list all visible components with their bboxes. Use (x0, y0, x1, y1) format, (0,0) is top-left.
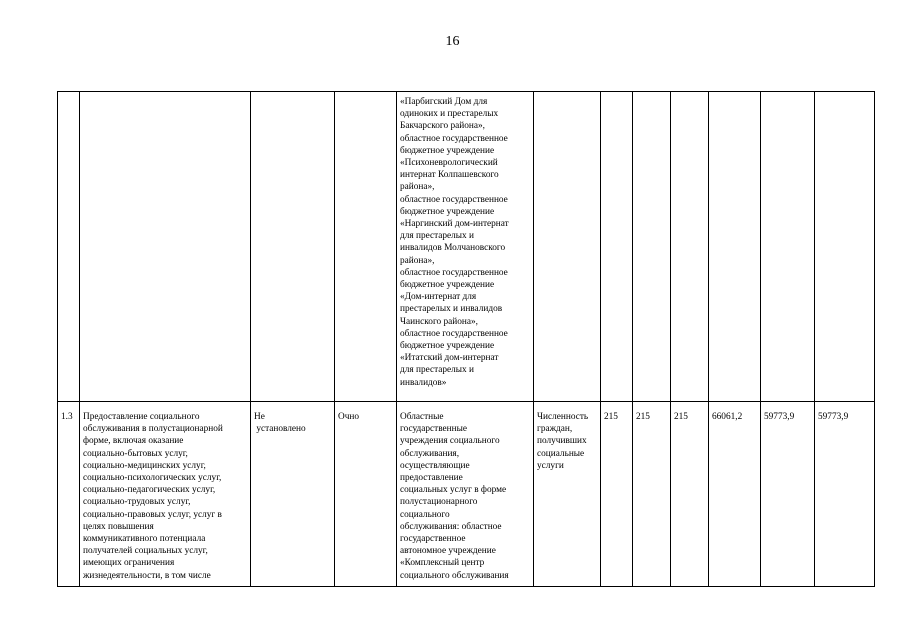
cell-finance-1 (709, 92, 761, 402)
cell-institutions: Областные государственные учреждения социального обслуживания, осуществляющие предоставление социальных услуг в форме полустационарного социального обслуживания: областное государственное автономное учреждение «Комплексный центр социального обслуживания (397, 402, 534, 587)
cell-form: Очно (335, 402, 397, 587)
services-table (57, 91, 875, 587)
cell-number (58, 92, 80, 402)
cell-indicator (534, 92, 601, 402)
cell-value-3: 215 (671, 402, 709, 587)
cell-finance-3 (815, 92, 875, 402)
cell-category (251, 92, 335, 402)
cell-finance-2 (761, 92, 815, 402)
cell-finance-3: 59773,9 (815, 402, 875, 587)
cell-finance-2: 59773,9 (761, 402, 815, 587)
table-row (58, 92, 875, 402)
cell-category: Не установлено (251, 402, 335, 587)
cell-value-2 (633, 92, 671, 402)
cell-indicator: Численность граждан, получивших социальные услуги (534, 402, 601, 587)
cell-value-3 (671, 92, 709, 402)
table-row (58, 402, 875, 587)
cell-number: 1.3 (58, 402, 80, 587)
cell-service-name (80, 92, 251, 402)
cell-value-1: 215 (601, 402, 633, 587)
cell-form (335, 92, 397, 402)
cell-value-2: 215 (633, 402, 671, 587)
cell-institutions: «Парбигский Дом для одиноких и престарелых Бакчарского района», областное государственное бюджетное учреждение «Психоневрологический интернат Колпашевского района», областное государственное бюджетное учреждение «Наргинский дом-интернат для престарелых и инвалидов Молчановского района», областное государственное бюджетное учреждение «Дом-интернат для престарелых и инвалидов Чаинского района», областное государственное бюджетное учреждение «Итатский дом-интернат для престарелых и инвалидов» (397, 92, 534, 402)
cell-value-1 (601, 92, 633, 402)
cell-service-name: Предоставление социального обслуживания в полустационарной форме, включая оказание социально-бытовых услуг, социально-медицинских услуг, социально-психологических услуг, социально-педагогических услуг, социально-трудовых услуг, социально-правовых услуг, услуг в целях повышения коммуникативного потенциала получателей социальных услуг, имеющих ограничения жизнедеятельности, в том числе (80, 402, 251, 587)
cell-finance-1: 66061,2 (709, 402, 761, 587)
page-number: 16 (445, 34, 460, 49)
